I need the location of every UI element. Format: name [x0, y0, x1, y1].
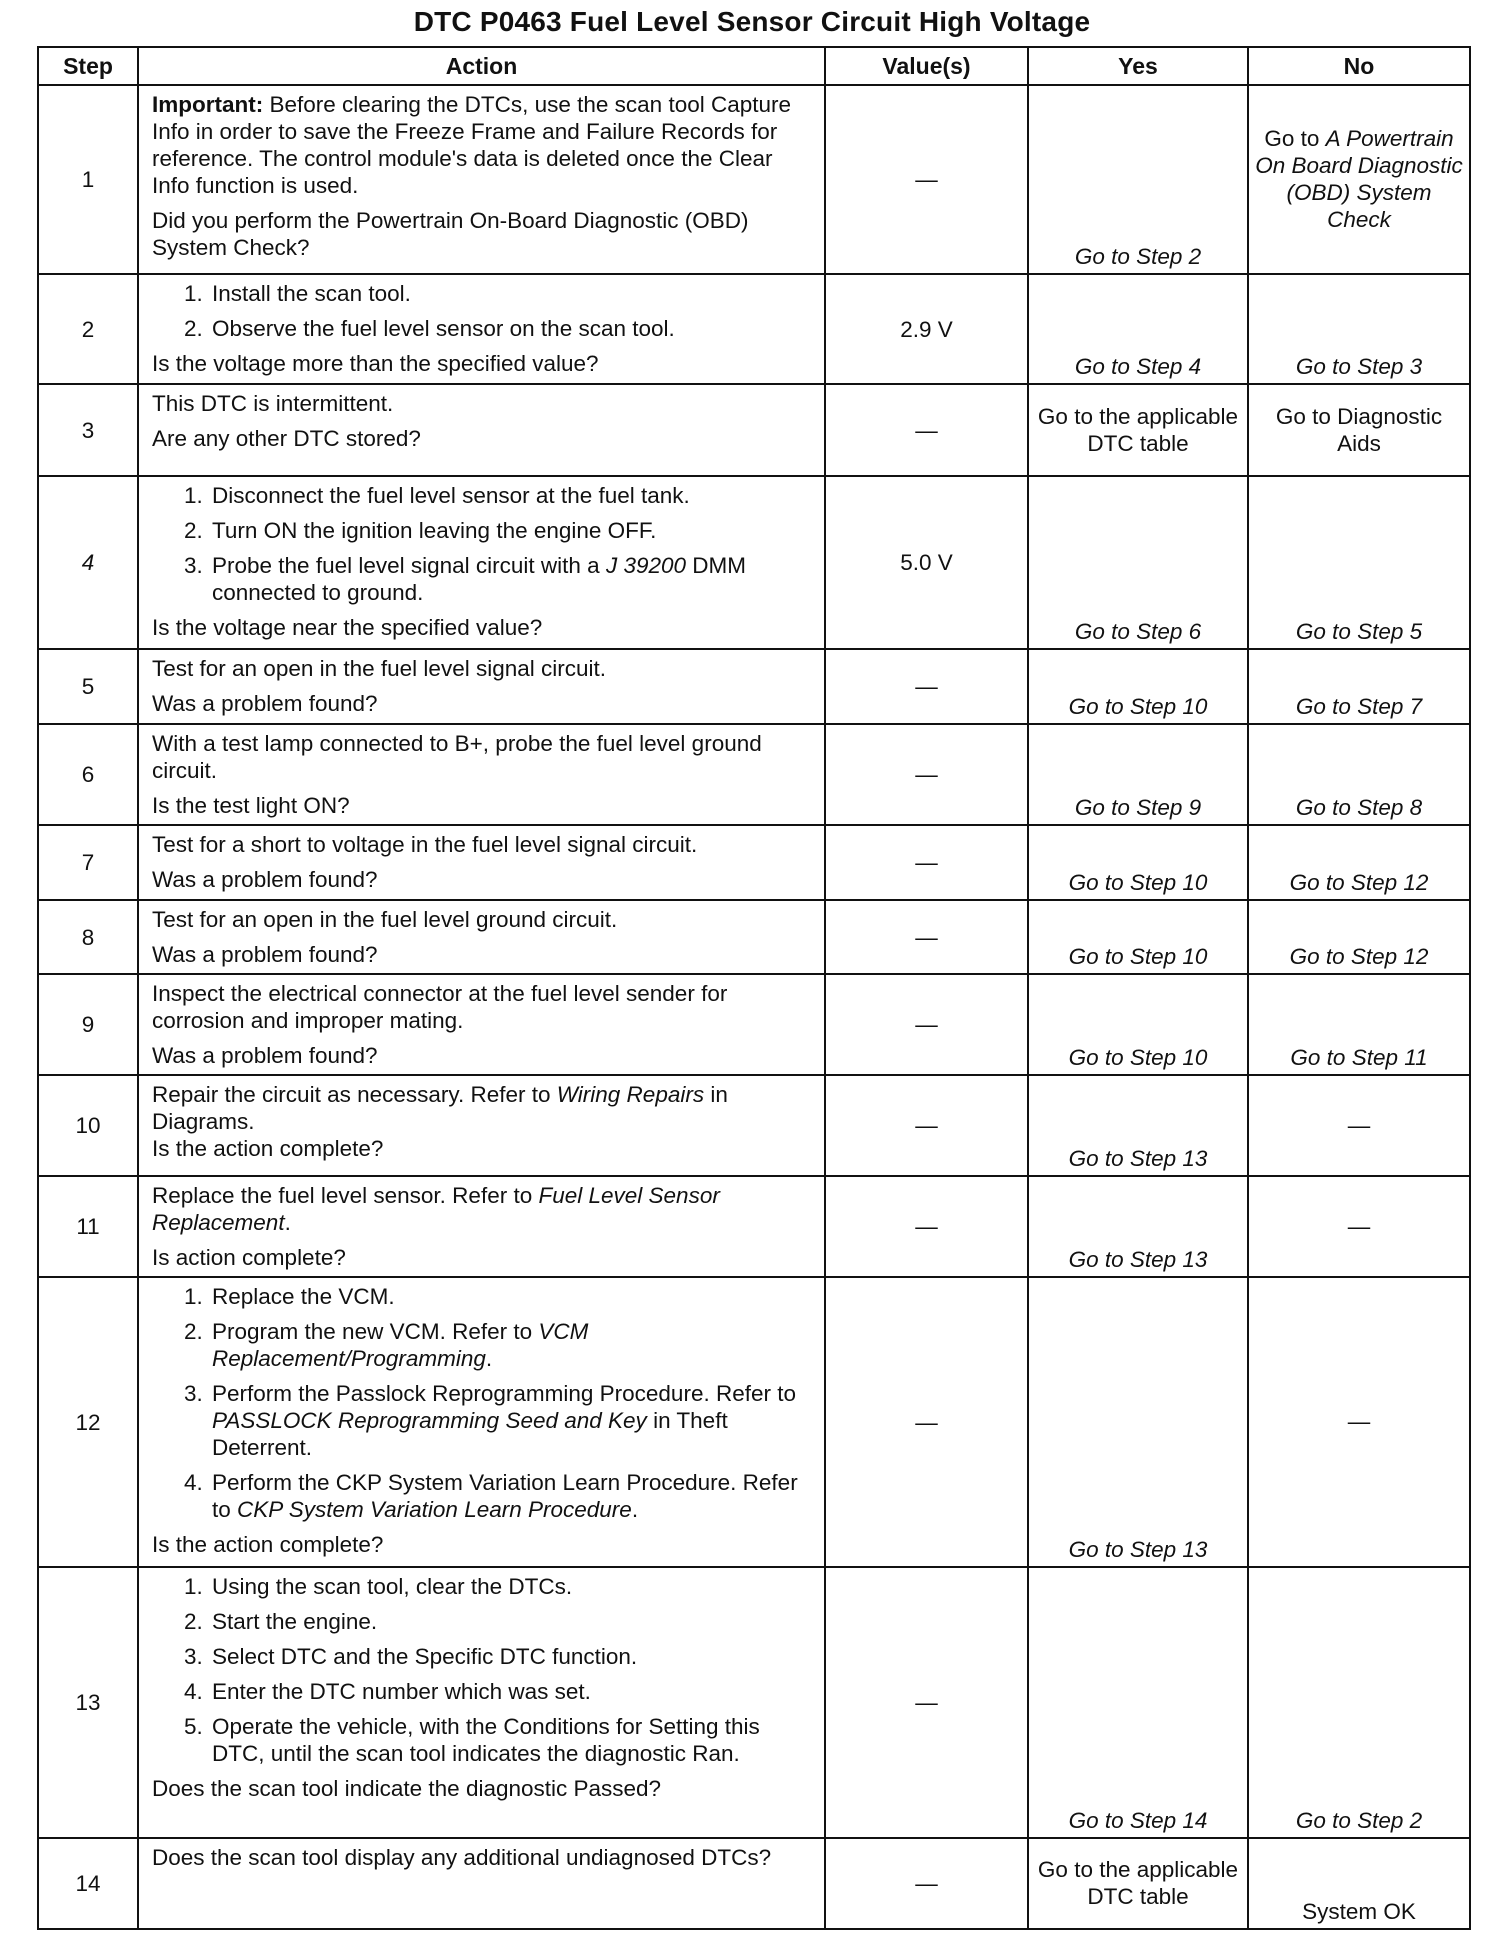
- step-number: 4: [38, 476, 138, 649]
- goto-link[interactable]: Go to Step 10: [1068, 1045, 1208, 1070]
- goto-link[interactable]: Go to Step 11: [1290, 1045, 1428, 1070]
- step-number: 11: [38, 1176, 138, 1277]
- value-cell: —: [825, 1838, 1028, 1929]
- no-cell: System OK: [1248, 1838, 1470, 1929]
- table-row: [38, 900, 1470, 974]
- action-step: 1. Install the scan tool.: [209, 280, 816, 307]
- table-row: [38, 724, 1470, 825]
- action-cell: [138, 384, 825, 476]
- action-text: [152, 1182, 816, 1236]
- value-cell: —: [825, 974, 1028, 1075]
- goto-link[interactable]: Go to Step 3: [1295, 354, 1423, 379]
- table-row: [38, 85, 1470, 274]
- yes-cell: [1028, 274, 1248, 384]
- no-cell: [1248, 825, 1470, 900]
- step-number: 13: [38, 1567, 138, 1838]
- action-step: 1. Using the scan tool, clear the DTCs.: [209, 1573, 816, 1600]
- action-question: Was a problem found?: [152, 867, 378, 892]
- wiring-repairs-link[interactable]: Wiring Repairs: [556, 1082, 705, 1107]
- value-cell: —: [825, 825, 1028, 900]
- action-text: [152, 1081, 816, 1135]
- step-number: 10: [38, 1075, 138, 1176]
- table-row: [38, 825, 1470, 900]
- step-number: 9: [38, 974, 138, 1075]
- action-step: [209, 1380, 816, 1461]
- table-row: [38, 1838, 1470, 1929]
- action-cell: [138, 85, 825, 274]
- no-cell: —: [1248, 1176, 1470, 1277]
- action-step: 4. Enter the DTC number which was set.: [209, 1678, 816, 1705]
- table-row: [38, 384, 1470, 476]
- table-row: [38, 1075, 1470, 1176]
- goto-link[interactable]: Go to Step 10: [1068, 694, 1208, 719]
- no-cell: [1248, 274, 1470, 384]
- header-step: Step: [38, 47, 138, 85]
- table-row: [38, 649, 1470, 724]
- yes-cell: [1028, 1567, 1248, 1838]
- action-steps: [152, 280, 816, 342]
- important-text: Before clearing the DTCs, use the scan tool Capture Info in order to save the Freeze Frame and Failure Records for reference. The control module's data is deleted once the Clear Info function is used.: [152, 92, 792, 198]
- goto-link[interactable]: Go to Diagnostic Aids: [1275, 403, 1443, 456]
- action-cell: [138, 476, 825, 649]
- passlock-link[interactable]: PASSLOCK Reprogramming Seed and Key: [212, 1408, 647, 1433]
- step-text: Perform the CKP System Variation Learn Procedure. Refer to: [212, 1470, 798, 1522]
- yes-cell: [1028, 724, 1248, 825]
- no-cell: [1248, 384, 1470, 476]
- header-yes: Yes: [1028, 47, 1248, 85]
- value-cell: —: [825, 384, 1028, 476]
- value-cell: —: [825, 724, 1028, 825]
- yes-cell: [1028, 1838, 1248, 1929]
- yes-cell: [1028, 1176, 1248, 1277]
- action-step: 1. Disconnect the fuel level sensor at the fuel tank.: [209, 482, 816, 509]
- action-cell: [138, 825, 825, 900]
- action-text-part: .: [284, 1210, 291, 1235]
- yes-cell: [1028, 825, 1248, 900]
- table-row: [38, 1176, 1470, 1277]
- step-text: Perform the Passlock Reprogramming Procedure. Refer to: [212, 1381, 796, 1406]
- action-question: Are any other DTC stored?: [152, 426, 421, 451]
- action-text: This DTC is intermittent.: [152, 391, 394, 416]
- action-step: [209, 552, 816, 606]
- goto-link[interactable]: Go to Step 14: [1068, 1808, 1208, 1833]
- action-text: With a test lamp connected to B+, probe the fuel level ground circuit.: [152, 731, 762, 783]
- step-text: .: [485, 1346, 493, 1371]
- action-cell: [138, 274, 825, 384]
- ckp-learn-link[interactable]: CKP System Variation Learn Procedure: [237, 1497, 632, 1522]
- goto-link[interactable]: Go to Step 2: [1295, 1808, 1423, 1833]
- action-step: 2. Turn ON the ignition leaving the engine OFF.: [209, 517, 816, 544]
- yes-cell: [1028, 974, 1248, 1075]
- action-cell: [138, 900, 825, 974]
- action-question: Is the action complete?: [152, 1136, 384, 1161]
- header-no: No: [1248, 47, 1470, 85]
- no-cell: [1248, 1567, 1470, 1838]
- step-text: Probe the fuel level signal circuit with a: [212, 553, 606, 578]
- action-step: 5. Operate the vehicle, with the Conditions for Setting this DTC, until the scan tool indicates the diagnostic Ran.: [209, 1713, 816, 1767]
- action-step: 1. Replace the VCM.: [209, 1283, 816, 1310]
- action-question: Does the scan tool indicate the diagnostic Passed?: [152, 1776, 662, 1801]
- goto-link[interactable]: Go to Step 13: [1068, 1146, 1208, 1171]
- step-number: 6: [38, 724, 138, 825]
- goto-link[interactable]: Go to Step 7: [1295, 694, 1423, 719]
- vcm-programming-link[interactable]: VCM Replacement/Programming: [212, 1319, 589, 1371]
- value-cell: —: [825, 1567, 1028, 1838]
- value-cell: 2.9 V: [825, 274, 1028, 384]
- no-prefix: Go to: [1264, 126, 1326, 151]
- step-number: 7: [38, 825, 138, 900]
- value-cell: —: [825, 1176, 1028, 1277]
- action-question: Is the test light ON?: [152, 793, 350, 818]
- action-text: Test for an open in the fuel level signal circuit.: [152, 656, 606, 681]
- important-note: [152, 91, 816, 199]
- goto-link[interactable]: Go to Step 9: [1074, 795, 1202, 820]
- goto-link[interactable]: Go to Step 5: [1295, 619, 1423, 644]
- yes-cell: [1028, 85, 1248, 274]
- value-cell: —: [825, 900, 1028, 974]
- action-cell: [138, 724, 825, 825]
- action-step: 3. Select DTC and the Specific DTC function.: [209, 1643, 816, 1670]
- header-action: Action: [138, 47, 825, 85]
- sensor-replacement-link[interactable]: Fuel Level Sensor Replacement: [152, 1183, 720, 1235]
- action-step: [209, 1469, 816, 1523]
- table-row: [38, 974, 1470, 1075]
- action-cell: [138, 1838, 825, 1929]
- action-question: Is the voltage more than the specified value?: [152, 351, 599, 376]
- step-text: .: [631, 1497, 639, 1522]
- action-question: Does the scan tool display any additional undiagnosed DTCs?: [152, 1845, 772, 1870]
- action-steps: [152, 1283, 816, 1523]
- goto-link[interactable]: Go to Step 13: [1068, 1247, 1208, 1272]
- action-steps: [152, 1573, 816, 1767]
- header-row: [38, 47, 1470, 85]
- value-cell: —: [825, 1277, 1028, 1567]
- value-cell: 5.0 V: [825, 476, 1028, 649]
- no-cell: [1248, 85, 1470, 274]
- goto-link[interactable]: Go to Step 10: [1068, 870, 1208, 895]
- action-question: Is the action complete?: [152, 1532, 384, 1557]
- action-cell: [138, 1277, 825, 1567]
- yes-cell: [1028, 1075, 1248, 1176]
- goto-link[interactable]: Go to Step 12: [1289, 870, 1429, 895]
- action-text-part: Replace the fuel level sensor. Refer to: [152, 1183, 539, 1208]
- action-question: Was a problem found?: [152, 691, 378, 716]
- action-question: Was a problem found?: [152, 942, 378, 967]
- table-row: [38, 1567, 1470, 1838]
- table-row: [38, 476, 1470, 649]
- no-cell: [1248, 649, 1470, 724]
- goto-link[interactable]: Go to Step 13: [1068, 1537, 1208, 1562]
- goto-link[interactable]: Go to Step 6: [1074, 619, 1202, 644]
- action-text: Test for a short to voltage in the fuel level signal circuit.: [152, 832, 698, 857]
- page-title: DTC P0463 Fuel Level Sensor Circuit High Voltage: [413, 6, 1091, 37]
- yes-cell: [1028, 384, 1248, 476]
- step-number: 5: [38, 649, 138, 724]
- action-steps: [152, 482, 816, 606]
- action-text-part: Repair the circuit as necessary. Refer to: [152, 1082, 557, 1107]
- step-text: in Theft Deterrent.: [212, 1408, 728, 1460]
- table-row: [38, 274, 1470, 384]
- no-cell: [1248, 476, 1470, 649]
- action-text: Test for an open in the fuel level ground circuit.: [152, 907, 618, 932]
- action-question: Is action complete?: [152, 1245, 346, 1270]
- step-number: 14: [38, 1838, 138, 1929]
- tool-reference: J 39200: [605, 553, 687, 578]
- action-cell: [138, 649, 825, 724]
- header-values: Value(s): [825, 47, 1028, 85]
- no-cell: —: [1248, 1277, 1470, 1567]
- action-step: 2. Start the engine.: [209, 1608, 816, 1635]
- goto-link[interactable]: Go to Step 8: [1295, 795, 1423, 820]
- table-row: [38, 1277, 1470, 1567]
- yes-cell: [1028, 476, 1248, 649]
- value-cell: —: [825, 85, 1028, 274]
- action-text: Inspect the electrical connector at the fuel level sender for corrosion and improper mating.: [152, 981, 728, 1033]
- goto-link[interactable]: Go to Step 4: [1074, 354, 1202, 379]
- value-cell: —: [825, 649, 1028, 724]
- step-number: 2: [38, 274, 138, 384]
- action-step: 2. Observe the fuel level sensor on the scan tool.: [209, 315, 816, 342]
- step-number: 12: [38, 1277, 138, 1567]
- action-cell: [138, 974, 825, 1075]
- no-cell: [1248, 974, 1470, 1075]
- no-cell: —: [1248, 1075, 1470, 1176]
- goto-link[interactable]: Go to the applicable DTC table: [1037, 1857, 1239, 1909]
- step-number: 1: [38, 85, 138, 274]
- goto-link[interactable]: Go to Step 10: [1068, 944, 1208, 969]
- step-number: 8: [38, 900, 138, 974]
- goto-link[interactable]: Go to Step 2: [1074, 244, 1202, 269]
- action-cell: [138, 1075, 825, 1176]
- step-number: 3: [38, 384, 138, 476]
- diagnostic-table: [37, 46, 1471, 1930]
- step-text: DMM connected to ground.: [212, 553, 747, 605]
- important-label: Important:: [152, 92, 264, 117]
- goto-link[interactable]: Go to Step 12: [1289, 944, 1429, 969]
- value-cell: —: [825, 1075, 1028, 1176]
- action-cell: [138, 1176, 825, 1277]
- action-question: Did you perform the Powertrain On-Board Diagnostic (OBD) System Check?: [152, 208, 749, 260]
- no-cell: [1248, 724, 1470, 825]
- action-question: Was a problem found?: [152, 1043, 378, 1068]
- obd-check-link[interactable]: A Powertrain On Board Diagnostic (OBD) System Check: [1255, 126, 1463, 232]
- step-text: Program the new VCM. Refer to: [212, 1319, 539, 1344]
- yes-cell: [1028, 1277, 1248, 1567]
- goto-link[interactable]: Go to the applicable DTC table: [1037, 403, 1239, 456]
- action-text-part: in Diagrams.: [152, 1082, 728, 1134]
- action-cell: [138, 1567, 825, 1838]
- action-step: [209, 1318, 816, 1372]
- yes-cell: [1028, 900, 1248, 974]
- action-question: Is the voltage near the specified value?: [152, 615, 543, 640]
- no-cell: [1248, 900, 1470, 974]
- yes-cell: [1028, 649, 1248, 724]
